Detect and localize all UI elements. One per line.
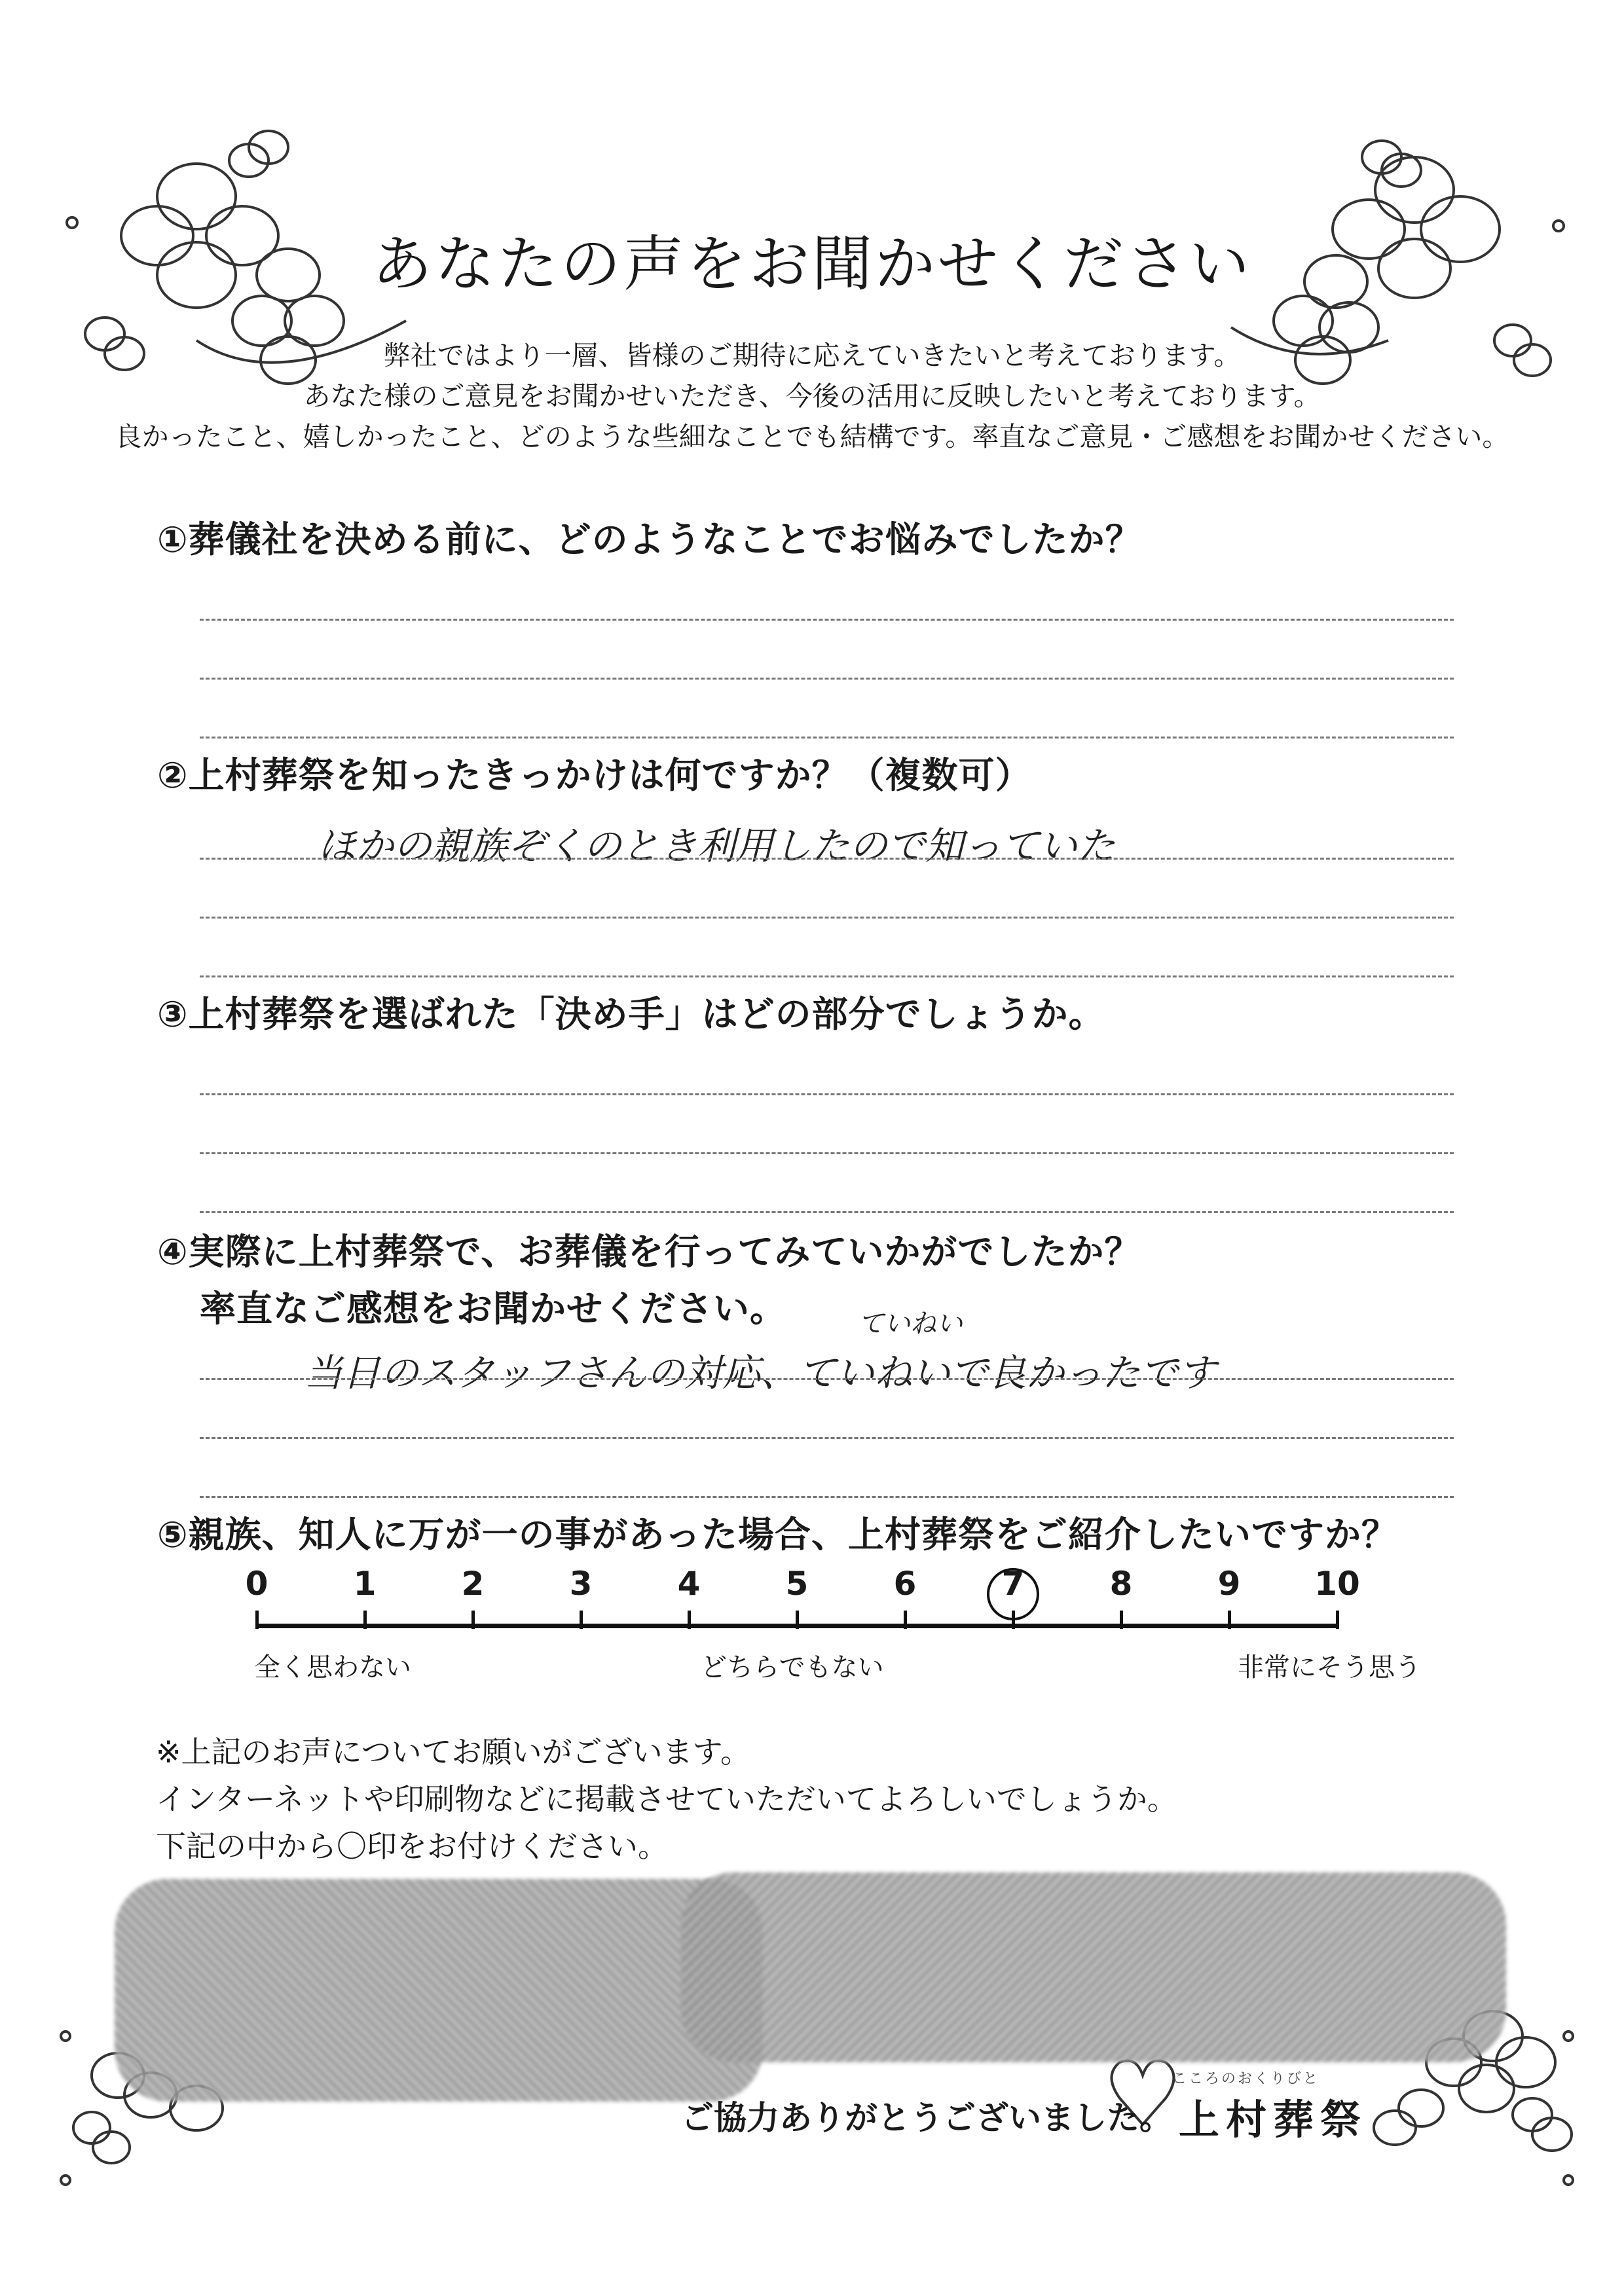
question-4-answer-line-1[interactable] <box>200 1378 1454 1380</box>
question-4-label-line-2: 率直なご感想をお聞かせください。 <box>200 1288 787 1330</box>
scale-number-2[interactable]: 2 <box>461 1565 485 1603</box>
thanks-message: ご協力ありがとうございました。 <box>681 2099 1172 2137</box>
question-1-answer-line-1[interactable] <box>200 619 1454 621</box>
scale-number-4[interactable]: 4 <box>677 1565 701 1603</box>
publish-note-2: インターネットや印刷物などに掲載させていただいてよろしいでしょうか。 <box>156 1781 1177 1817</box>
brand-name: 上村葬祭 <box>1179 2096 1368 2143</box>
question-3-answer-line-1[interactable] <box>200 1093 1454 1095</box>
question-4-label: ④実際に上村葬祭で、お葬儀を行ってみていかがでしたか？ <box>157 1231 1141 1273</box>
question-2-handwritten-answer: ほかの親族ぞくのとき利用したので知っていた <box>318 824 1116 868</box>
question-4-handwritten-correction: ていねい <box>858 1309 963 1339</box>
scale-number-5[interactable]: 5 <box>785 1565 809 1603</box>
scale-number-8[interactable]: 8 <box>1109 1565 1133 1603</box>
scale-tick-6 <box>904 1611 907 1629</box>
intro-line-1: 弊社ではより一層、皆様のご期待に応えていきたいと考えております。 <box>383 340 1241 371</box>
page-title: あなたの声をお聞かせください <box>371 229 1252 299</box>
question-2-answer-line-3[interactable] <box>200 975 1454 977</box>
question-3-answer-line-2[interactable] <box>200 1152 1454 1154</box>
scale-number-3[interactable]: 3 <box>569 1565 593 1603</box>
scale-number-6[interactable]: 6 <box>893 1565 917 1603</box>
question-2-label: ②上村葬祭を知ったきっかけは何ですか？（複数可） <box>157 754 1032 796</box>
question-3-answer-line-3[interactable] <box>200 1211 1454 1213</box>
brand-tagline: こころのおくりびと <box>1172 2071 1320 2087</box>
scale-tick-10 <box>1336 1611 1339 1629</box>
scale-tick-2 <box>471 1611 475 1629</box>
scale-tick-1 <box>363 1611 367 1629</box>
intro-line-3: 良かったこと、嬉しかったこと、どのような些細なことでも結構です。率直なご意見・ご感想をお聞かせください。 <box>115 421 1509 452</box>
scale-tick-3 <box>580 1611 583 1629</box>
question-4-handwritten-answer: 当日のスタッフさんの対応、ていねいで良かったです <box>304 1351 1217 1395</box>
scale-label-mid: どちらでもない <box>701 1652 884 1683</box>
question-2-answer-line-1[interactable] <box>200 858 1454 860</box>
scale-tick-4 <box>688 1611 691 1629</box>
scale-number-9[interactable]: 9 <box>1217 1565 1241 1603</box>
scale-selected-circle <box>987 1568 1039 1620</box>
scale-label-low: 全く思わない <box>254 1652 411 1683</box>
question-1-answer-line-3[interactable] <box>200 737 1454 738</box>
scale-tick-9 <box>1228 1611 1231 1629</box>
question-1-answer-line-2[interactable] <box>200 678 1454 680</box>
scale-label-high: 非常にそう思う <box>1238 1652 1421 1683</box>
scale-number-1[interactable]: 1 <box>353 1565 377 1603</box>
publish-note-1: ※上記のお声についてお願いがございます。 <box>156 1734 750 1770</box>
question-2-answer-line-2[interactable] <box>200 917 1454 919</box>
scale-tick-0 <box>255 1611 259 1629</box>
publish-note-3: 下記の中から〇印をお付けください。 <box>156 1829 668 1864</box>
question-4-answer-line-3[interactable] <box>200 1496 1454 1498</box>
scale-number-10[interactable]: 10 <box>1314 1565 1360 1603</box>
redacted-area-left <box>115 1879 763 2102</box>
scale-number-7[interactable]: 7 <box>1001 1565 1025 1603</box>
question-3-label: ③上村葬祭を選ばれた「決め手」はどの部分でしょうか。 <box>157 993 1105 1035</box>
question-5-label: ⑤親族、知人に万が一の事があった場合、上村葬祭をご紹介したいですか？ <box>157 1514 1399 1556</box>
scale-tick-5 <box>796 1611 799 1629</box>
scale-tick-8 <box>1120 1611 1123 1629</box>
intro-line-2: あなた様のご意見をお聞かせいただき、今後の活用に反映したいと考えております。 <box>303 380 1321 412</box>
question-4-answer-line-2[interactable] <box>200 1437 1454 1439</box>
question-1-label: ①葬儀社を決める前に、どのようなことでお悩みでしたか？ <box>157 519 1142 560</box>
scale-number-0[interactable]: 0 <box>245 1565 268 1603</box>
redacted-area-right <box>681 1872 1506 2062</box>
